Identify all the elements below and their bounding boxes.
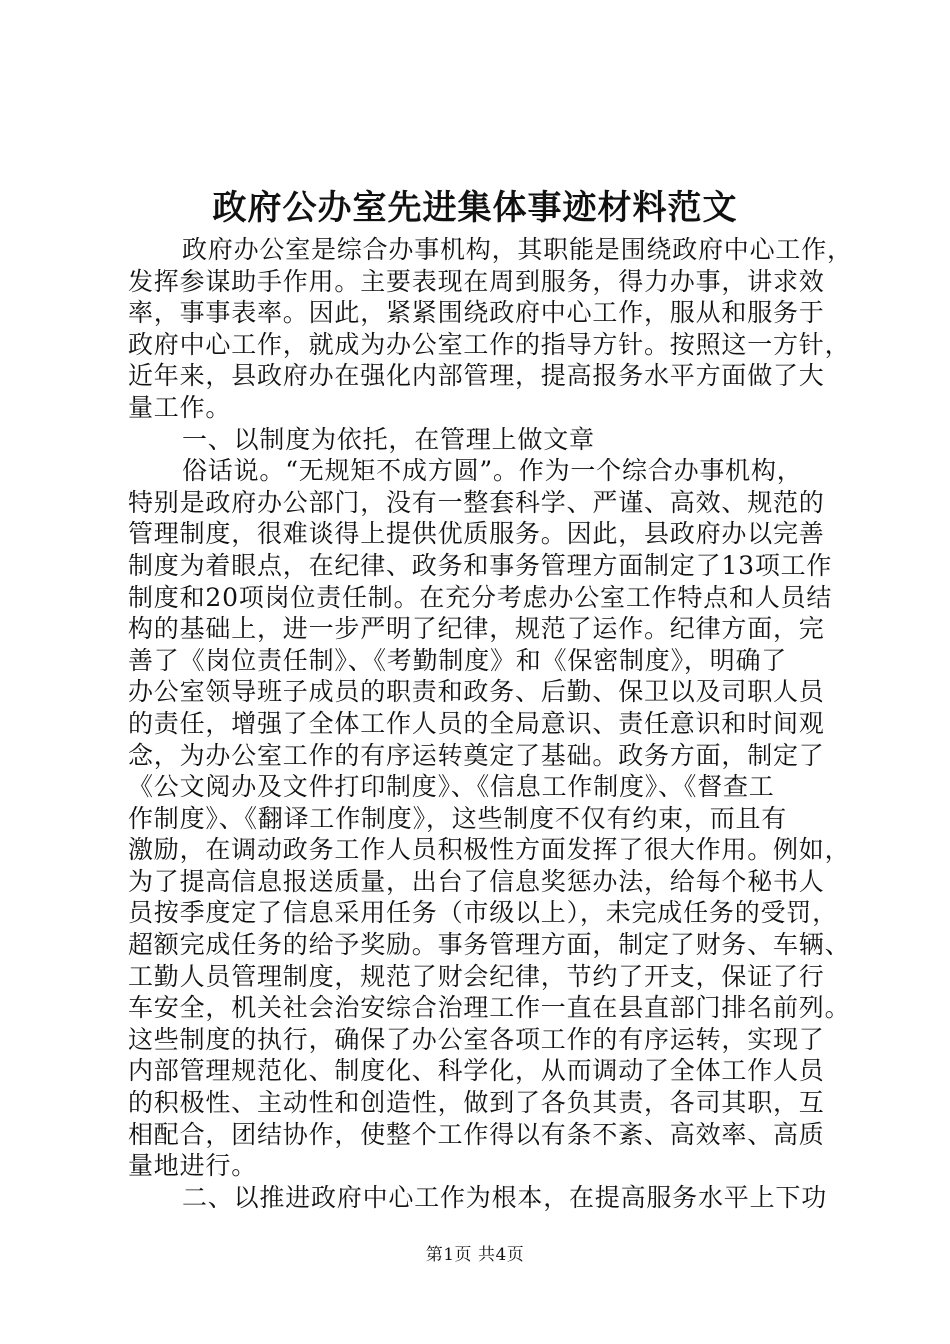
paragraph-line: 相配合，团结协作，使整个工作得以有条不紊、高效率、高质 xyxy=(128,1119,825,1149)
document-body xyxy=(128,234,853,1213)
paragraph-line: 这些制度的执行，确保了办公室各项工作的有序运转，实现了 xyxy=(128,1024,825,1054)
paragraph-line: 制度为着眼点，在纪律、政务和事务管理方面制定了13项工作 xyxy=(128,550,833,580)
paragraph-line: 政府中心工作，就成为办公室工作的指导方针。按照这一方针， xyxy=(128,329,851,359)
paragraph-line: 近年来，县政府办在强化内部管理，提高报务水平方面做了大 xyxy=(128,361,825,391)
section-heading: 一、以制度为依托，在管理上做文章 xyxy=(182,424,595,454)
paragraph-line: 量工作。 xyxy=(128,392,232,422)
paragraph-line: 制度和20项岗位责任制。在充分考虑办公室工作特点和人员结 xyxy=(128,582,833,612)
paragraph-line: 发挥参谋助手作用。主要表现在周到服务，得力办事，讲求效 xyxy=(128,266,825,296)
paragraph-line: 的责任，增强了全体工作人员的全局意识、责任意识和时间观 xyxy=(128,708,825,738)
document-title: 政府公办室先进集体事迹材料范文 xyxy=(212,188,738,228)
paragraph-line: 率，事事表率。因此，紧紧围绕政府中心工作，服从和服务于 xyxy=(128,298,825,328)
paragraph-line: 内部管理规范化、制度化、科学化，从而调动了全体工作人员 xyxy=(128,1056,825,1086)
paragraph-line: 车安全，机关社会治安综合治理工作一直在县直部门排名前列。 xyxy=(128,993,851,1023)
paragraph-line: 为了提高信息报送质量，出台了信息奖惩办法，给每个秘书人 xyxy=(128,866,825,896)
paragraph-line: 员按季度定了信息采用任务（市级以上），未完成任务的受罚， xyxy=(128,898,838,928)
paragraph-line: 俗话说。“无规矩不成方圆”。作为一个综合办事机构， xyxy=(182,456,803,486)
page-footer: 第1页 共4页 xyxy=(425,1245,525,1265)
paragraph-line: 特别是政府办公部门，没有一整套科学、严谨、高效、规范的 xyxy=(128,487,825,517)
paragraph-line: 作制度》、《翻译工作制度》，这些制度不仅有约束，而且有 xyxy=(128,803,788,833)
paragraph-line: 工勤人员管理制度，规范了财会纪律，节约了开支，保证了行 xyxy=(128,961,825,991)
paragraph-line: 政府办公室是综合办事机构，其职能是围绕政府中心工作， xyxy=(182,235,853,264)
paragraph-line: 管理制度，很难谈得上提供优质服务。因此，县政府办以完善 xyxy=(128,519,825,549)
paragraph-line: 《公文阅办及文件打印制度》、《信息工作制度》、《督查工 xyxy=(128,772,775,802)
paragraph-line: 构的基础上，进一步严明了纪律，规范了运作。纪律方面，完 xyxy=(128,614,825,644)
paragraph-line: 善了《岗位责任制》、《考勤制度》和《保密制度》，明确了 xyxy=(128,645,788,675)
paragraph-line: 激励，在调动政务工作人员积极性方面发挥了很大作用。例如， xyxy=(128,835,851,865)
paragraph-line: 的积极性、主动性和创造性，做到了各负其责，各司其职，互 xyxy=(128,1088,825,1118)
paragraph-line: 念，为办公室工作的有序运转奠定了基础。政务方面，制定了 xyxy=(128,740,825,770)
paragraph-line: 办公室领导班子成员的职责和政务、后勤、保卫以及司职人员 xyxy=(128,677,825,707)
paragraph-line: 量地进行。 xyxy=(128,1151,258,1181)
section-heading: 二、以推进政府中心工作为根本，在提高服务水平上下功 xyxy=(182,1182,828,1212)
paragraph-line: 超额完成任务的给予奖励。事务管理方面，制定了财务、车辆、 xyxy=(128,930,851,960)
